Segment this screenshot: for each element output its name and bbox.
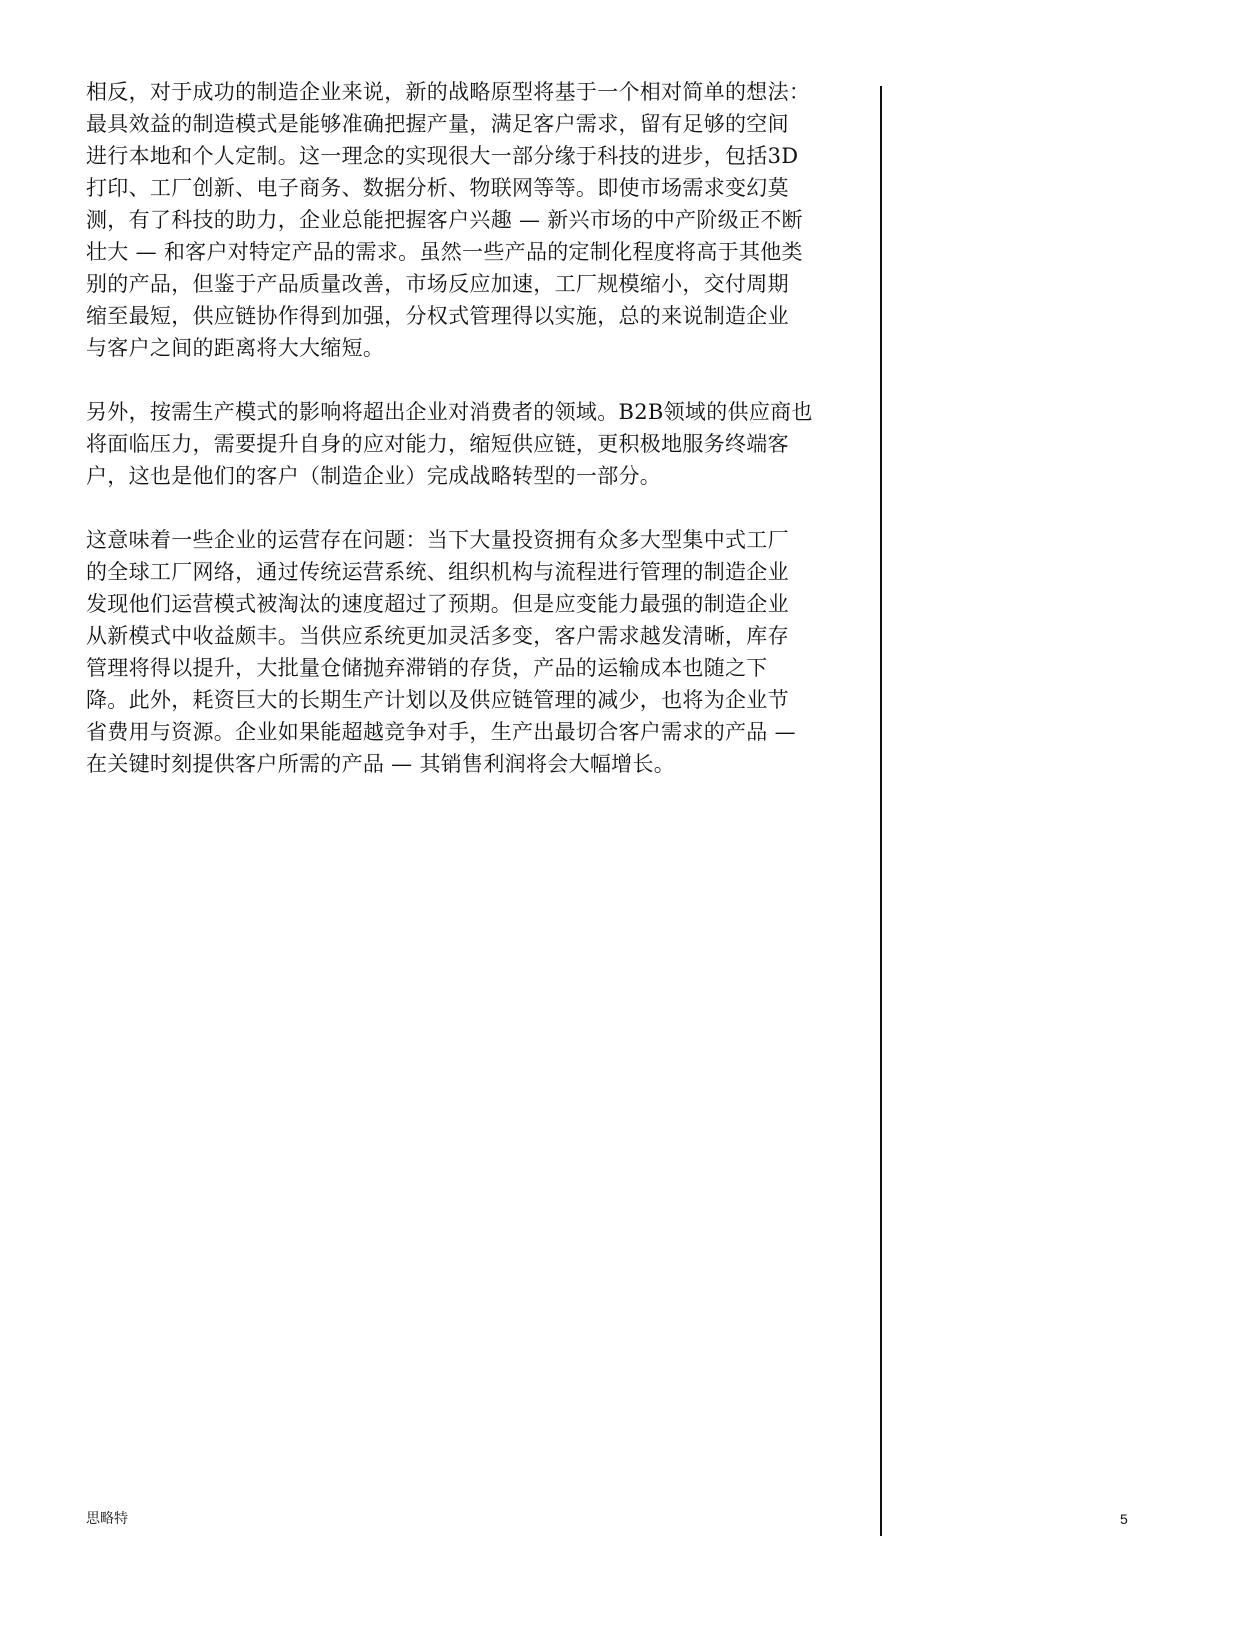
text-line: 打印、工厂创新、电子商务、数据分析、物联网等等。即使市场需求变幻莫 xyxy=(86,176,789,200)
paragraph-1 xyxy=(86,76,866,364)
text-line: 将面临压力，需要提升自身的应对能力，缩短供应链，更积极地服务终端客 xyxy=(86,432,789,456)
text-line: 最具效益的制造模式是能够准确把握产量，满足客户需求，留有足够的空间 xyxy=(86,112,789,136)
text-line: 降。此外，耗资巨大的长期生产计划以及供应链管理的减少，也将为企业节 xyxy=(86,688,789,712)
text-line: 测，有了科技的助力，企业总能把握客户兴趣 — 新兴市场的中产阶级正不断 xyxy=(86,208,803,232)
text-line: 管理将得以提升，大批量仓储抛弃滞销的存货，产品的运输成本也随之下 xyxy=(86,656,768,680)
text-line: 在关键时刻提供客户所需的产品 — 其销售利润将会大幅增长。 xyxy=(86,752,676,776)
column-divider xyxy=(880,86,882,1536)
text-line: 这意味着一些企业的运营存在问题：当下大量投资拥有众多大型集中式工厂 xyxy=(86,528,789,552)
footer-brand: 思略特 xyxy=(86,1511,128,1527)
text-line: 户，这也是他们的客户（制造企业）完成战略转型的一部分。 xyxy=(86,464,662,488)
text-line: 从新模式中收益颇丰。当供应系统更加灵活多变，客户需求越发清晰，库存 xyxy=(86,624,789,648)
text-line: 缩至最短，供应链协作得到加强，分权式管理得以实施，总的来说制造企业 xyxy=(86,304,789,328)
text-line: 的全球工厂网络，通过传统运营系统、组织机构与流程进行管理的制造企业 xyxy=(86,560,789,584)
paragraph-3 xyxy=(86,524,866,780)
text-line: 另外，按需生产模式的影响将超出企业对消费者的领域。B2B领域的供应商也 xyxy=(86,400,813,424)
page-number: 5 xyxy=(1120,1511,1128,1527)
text-line: 省费用与资源。企业如果能超越竞争对手，生产出最切合客户需求的产品 — xyxy=(86,720,796,744)
text-line: 与客户之间的距离将大大缩短。 xyxy=(86,336,385,360)
text-line: 壮大 — 和客户对特定产品的需求。虽然一些产品的定制化程度将高于其他类 xyxy=(86,240,803,264)
paragraph-2 xyxy=(86,396,866,492)
text-line: 相反，对于成功的制造企业来说，新的战略原型将基于一个相对简单的想法： xyxy=(86,80,811,104)
text-line: 发现他们运营模式被淘汰的速度超过了预期。但是应变能力最强的制造企业 xyxy=(86,592,789,616)
text-line: 别的产品，但鉴于产品质量改善，市场反应加速，工厂规模缩小，交付周期 xyxy=(86,272,789,296)
document-body xyxy=(86,76,866,812)
text-line: 进行本地和个人定制。这一理念的实现很大一部分缘于科技的进步，包括3D xyxy=(86,144,799,168)
